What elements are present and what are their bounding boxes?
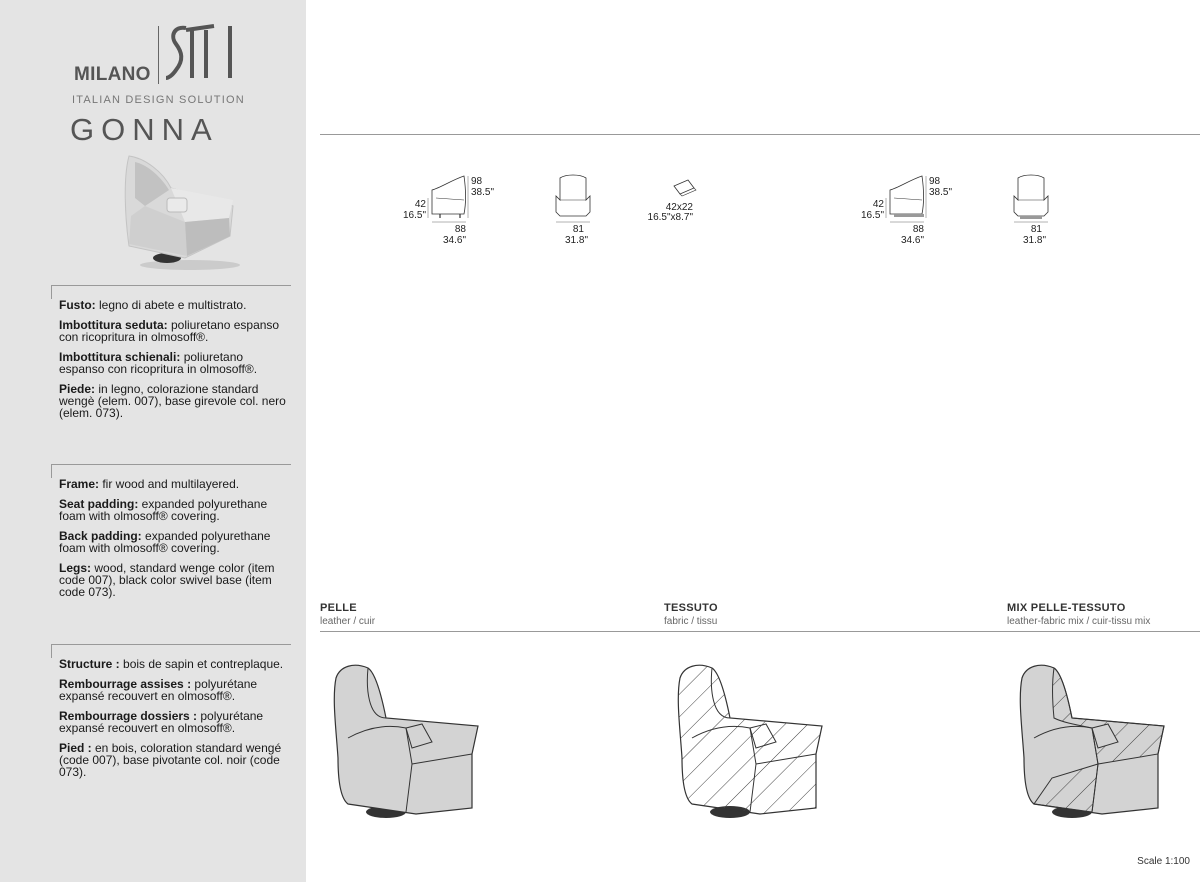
spec-rule bbox=[51, 644, 291, 658]
spec-item: Rembourrage dossiers : polyurétane expansé recouvert en olmosoff®. bbox=[59, 709, 264, 735]
dim-cushion: 42x22 bbox=[665, 202, 693, 213]
dim-b-height-in: 38.5" bbox=[929, 187, 953, 198]
dim-a-depth: 88 bbox=[454, 224, 466, 235]
spec-item: Back padding: expanded polyurethane foam with olmosoff® covering. bbox=[59, 529, 271, 555]
dimension-drawings bbox=[380, 170, 1080, 260]
dim-b-depth-in: 34.6" bbox=[900, 235, 924, 246]
dim-a-seat-in: 16.5" bbox=[402, 210, 426, 221]
spec-item: Frame: fir wood and multilayered. bbox=[59, 477, 240, 491]
material-fabric bbox=[664, 602, 718, 627]
product-title: GONNA bbox=[70, 112, 219, 147]
dim-b-seat-in: 16.5" bbox=[860, 210, 884, 221]
spec-block-english bbox=[51, 464, 291, 606]
cushion-drawing bbox=[674, 180, 696, 196]
spec-item: Seat padding: expanded polyurethane foam with olmosoff® covering. bbox=[59, 497, 268, 523]
armchair-side-view-b bbox=[886, 176, 926, 222]
dim-a-height: 98 bbox=[471, 176, 483, 187]
material-subtitle: leather / cuir bbox=[320, 616, 376, 627]
spec-item: Pied : en bois, coloration standard wengé (code 007), base pivotante col. noir (code 073). bbox=[59, 741, 282, 779]
brand-separator bbox=[158, 26, 159, 84]
material-title: TESSUTO bbox=[664, 602, 718, 614]
armchair-mix-illustration bbox=[1012, 658, 1172, 822]
dim-a-height-in: 38.5" bbox=[471, 187, 495, 198]
dim-a-depth-in: 34.6" bbox=[442, 235, 466, 246]
material-subtitle: fabric / tissu bbox=[664, 616, 718, 627]
spec-item: Piede: in legno, colorazione standard wengè (elem. 007), base girevole col. nero (elem. 073). bbox=[59, 382, 286, 420]
scale-label: Scale 1:100 bbox=[1137, 856, 1190, 867]
armchair-fabric-illustration bbox=[670, 658, 830, 822]
material-subtitle: leather-fabric mix / cuir-tissu mix bbox=[1007, 616, 1151, 627]
spec-item: Imbottitura seduta: poliuretano espanso con ricopritura in olmosoff®. bbox=[59, 318, 280, 344]
material-title: MIX PELLE-TESSUTO bbox=[1007, 602, 1126, 614]
dim-b-seat: 42 bbox=[872, 199, 884, 210]
materials-divider bbox=[320, 631, 1200, 632]
brand-milano: MILANO bbox=[74, 64, 151, 85]
spec-rule bbox=[51, 464, 291, 478]
spec-block-french bbox=[51, 644, 291, 786]
dim-b-width: 81 bbox=[1030, 224, 1042, 235]
dim-b-width-in: 31.8" bbox=[1022, 235, 1046, 246]
spec-item: Structure : bois de sapin et contreplaque. bbox=[59, 657, 284, 671]
sti-logo-icon bbox=[164, 22, 238, 84]
armchair-leather-illustration bbox=[326, 658, 486, 822]
dim-b-depth: 88 bbox=[912, 224, 924, 235]
material-title: PELLE bbox=[320, 602, 357, 614]
spec-block-italian bbox=[51, 285, 291, 427]
spec-item: Imbottitura schienali: poliuretano espanso con ricopritura in olmosoff®. bbox=[59, 350, 258, 376]
armchair-photo bbox=[115, 148, 265, 273]
top-divider bbox=[320, 134, 1200, 135]
dim-a-width: 81 bbox=[572, 224, 584, 235]
sidebar bbox=[0, 0, 306, 882]
armchair-side-view-a bbox=[428, 176, 468, 222]
material-leather bbox=[320, 602, 375, 627]
dim-a-width-in: 31.8" bbox=[564, 235, 588, 246]
brand-tagline: ITALIAN DESIGN SOLUTION bbox=[72, 94, 245, 106]
material-mix bbox=[1007, 602, 1150, 627]
spec-item: Rembourrage assises : polyurétane expansé recouvert en olmosoff®. bbox=[59, 677, 258, 703]
dim-b-height: 98 bbox=[929, 176, 941, 187]
spec-item: Fusto: legno di abete e multistrato. bbox=[59, 298, 247, 312]
armchair-front-view-a bbox=[556, 175, 590, 222]
armchair-front-view-b bbox=[1014, 175, 1048, 222]
spec-rule bbox=[51, 285, 291, 299]
dim-a-seat: 42 bbox=[414, 199, 426, 210]
dim-cushion-in: 16.5"x8.7" bbox=[647, 212, 693, 223]
spec-item: Legs: wood, standard wenge color (item code 007), black color swivel base (item code 073). bbox=[59, 561, 275, 599]
